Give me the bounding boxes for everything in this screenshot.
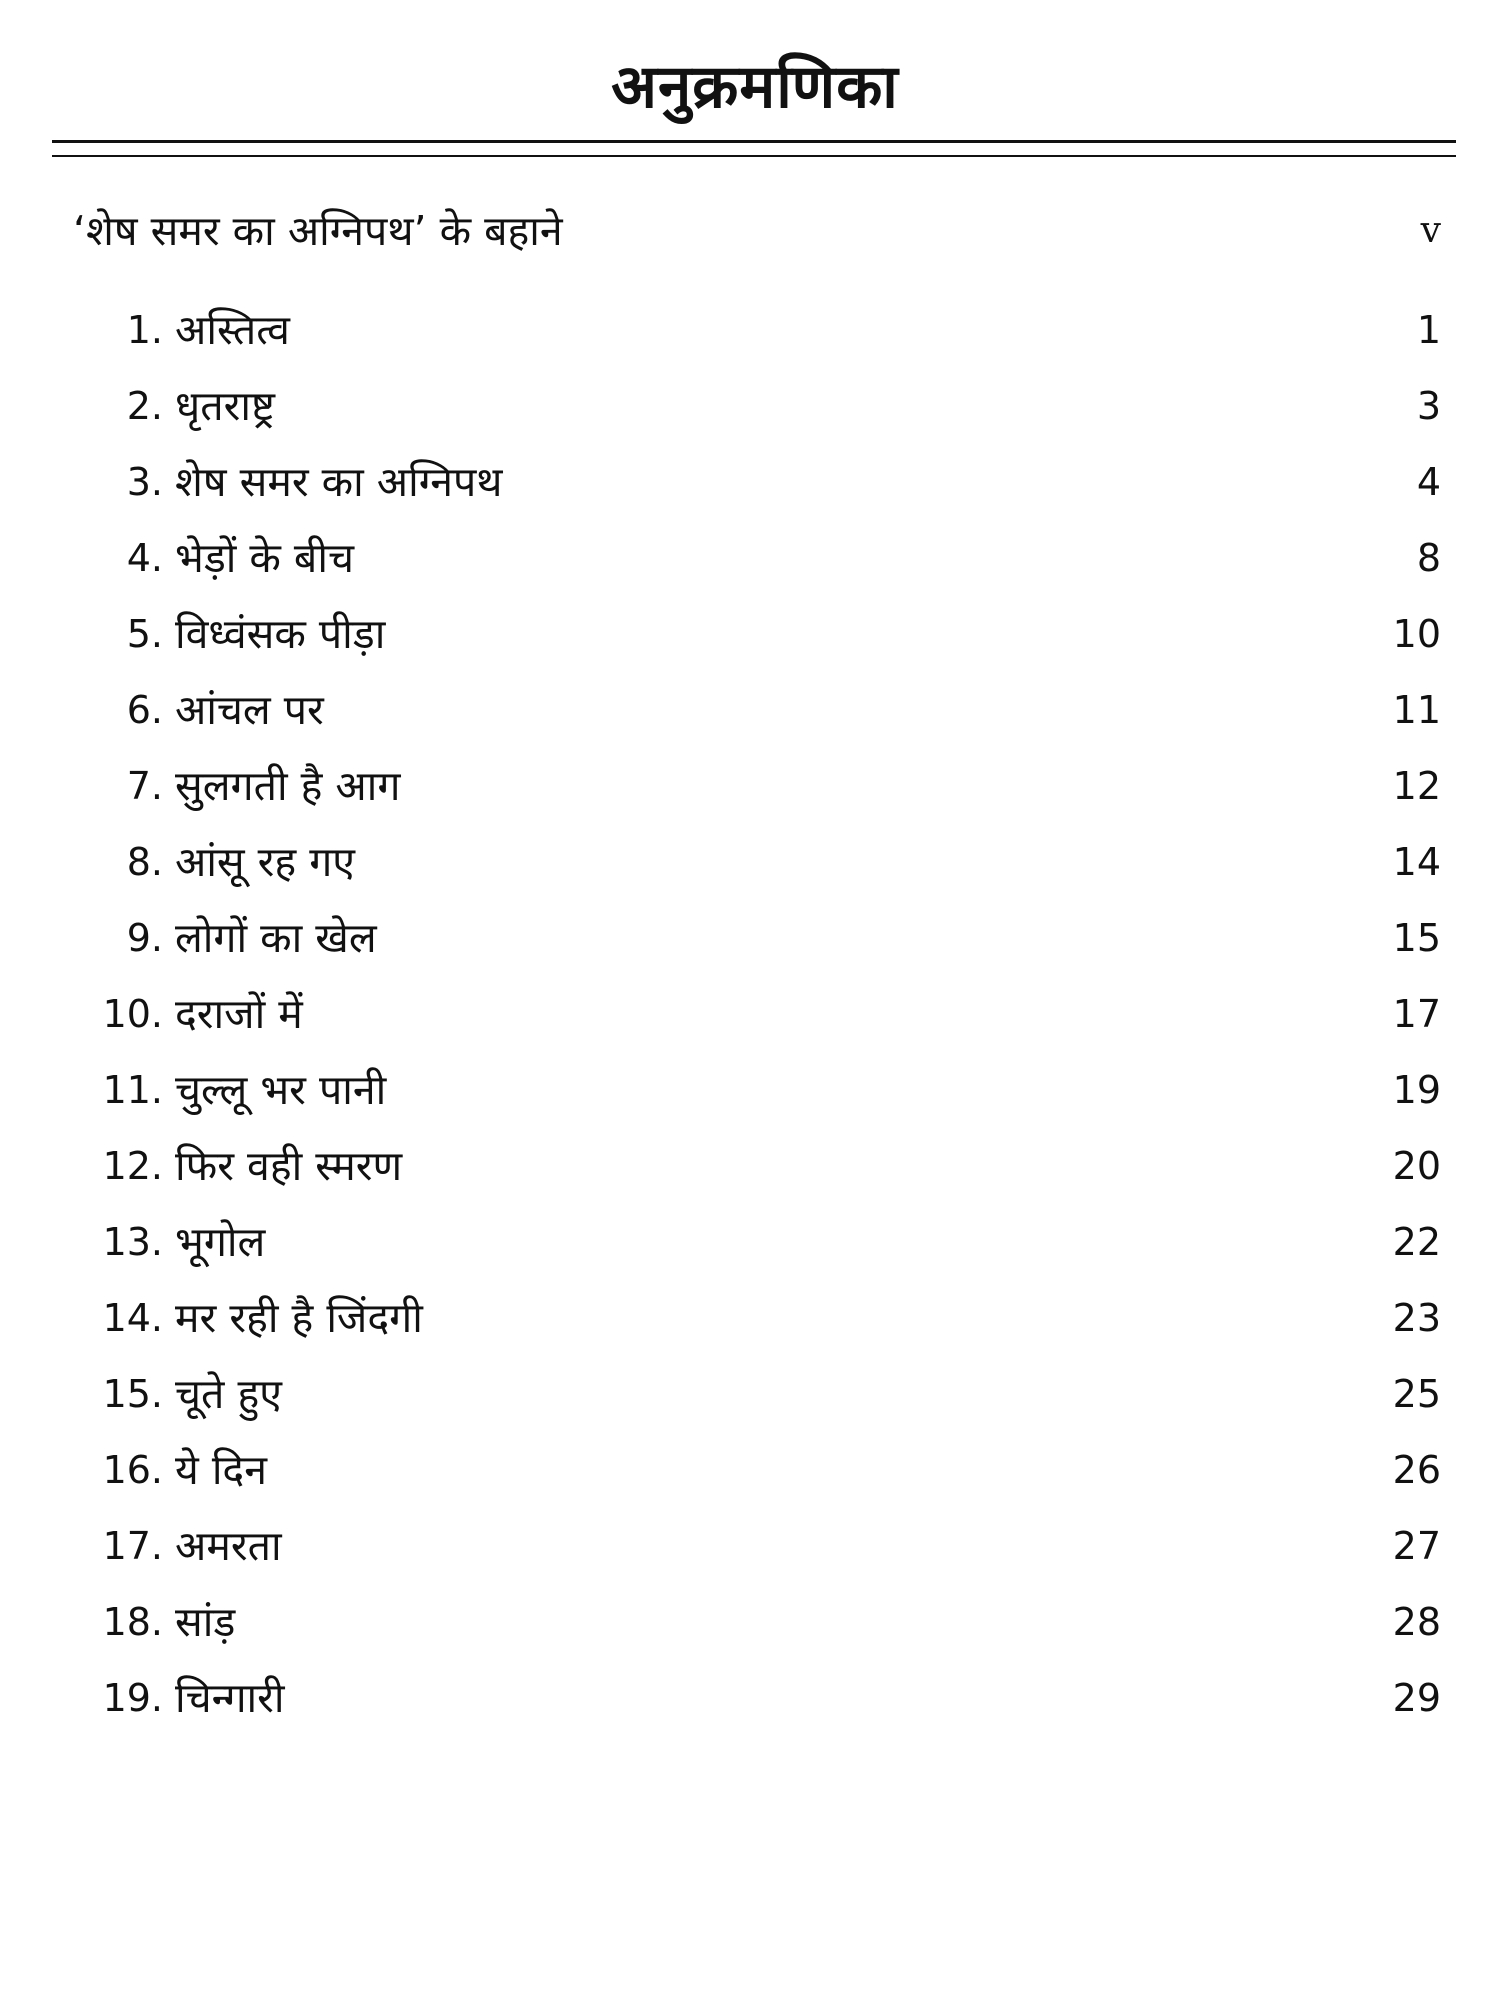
toc-entry bbox=[0, 368, 1500, 444]
toc-entry bbox=[0, 1508, 1500, 1584]
toc-entry bbox=[0, 292, 1500, 368]
toc-entry bbox=[0, 1052, 1500, 1128]
entry-number: 14. bbox=[102, 1296, 163, 1340]
entry-number: 8. bbox=[126, 840, 163, 884]
entry-number: 5. bbox=[126, 612, 163, 656]
entry-title: धृतराष्ट्र bbox=[175, 382, 275, 430]
entry-number: 10. bbox=[102, 992, 163, 1036]
entry-title: भेड़ों के बीच bbox=[175, 534, 354, 582]
entry-title: सांड़ bbox=[175, 1598, 236, 1646]
entry-title: दराजों में bbox=[175, 990, 303, 1038]
entry-page-number: 25 bbox=[1392, 1372, 1441, 1416]
entry-title: शेष समर का अग्निपथ bbox=[175, 458, 503, 506]
entry-number: 9. bbox=[126, 916, 163, 960]
entry-page-number: 4 bbox=[1416, 460, 1441, 504]
entry-page-number: 29 bbox=[1392, 1676, 1441, 1720]
toc-entry bbox=[0, 824, 1500, 900]
entry-title: चुल्लू भर पानी bbox=[175, 1066, 387, 1114]
entry-page-number: 15 bbox=[1392, 916, 1441, 960]
toc-entry bbox=[0, 1356, 1500, 1432]
entry-number: 12. bbox=[102, 1144, 163, 1188]
entry-title: विध्वंसक पीड़ा bbox=[175, 610, 386, 658]
title-rule-lower bbox=[52, 155, 1456, 157]
toc-entry bbox=[0, 444, 1500, 520]
toc-entry bbox=[0, 900, 1500, 976]
entry-page-number: 10 bbox=[1392, 612, 1441, 656]
entry-page-number: 27 bbox=[1392, 1524, 1441, 1568]
entry-page-number: 26 bbox=[1392, 1448, 1441, 1492]
entry-title: आंसू रह गए bbox=[175, 838, 355, 886]
entry-page-number: 12 bbox=[1392, 764, 1441, 808]
entry-page-number: 19 bbox=[1392, 1068, 1441, 1112]
entry-title: सुलगती है आग bbox=[175, 762, 401, 810]
entry-title: चिन्गारी bbox=[175, 1674, 285, 1722]
entry-title: अमरता bbox=[175, 1522, 282, 1570]
entry-number: 16. bbox=[102, 1448, 163, 1492]
entry-number: 13. bbox=[102, 1220, 163, 1264]
entry-title: आंचल पर bbox=[175, 686, 324, 734]
entry-number: 4. bbox=[126, 536, 163, 580]
entry-page-number: 20 bbox=[1392, 1144, 1441, 1188]
entry-number: 6. bbox=[126, 688, 163, 732]
title-rule-upper bbox=[52, 140, 1456, 143]
entry-number: 11. bbox=[102, 1068, 163, 1112]
entry-page-number: 11 bbox=[1392, 688, 1441, 732]
toc-entry bbox=[0, 520, 1500, 596]
toc-entry bbox=[0, 748, 1500, 824]
entry-number: 1. bbox=[126, 308, 163, 352]
entry-title: भूगोल bbox=[175, 1218, 266, 1266]
table-of-contents bbox=[0, 292, 1500, 1736]
entry-number: 19. bbox=[102, 1676, 163, 1720]
entry-page-number: 28 bbox=[1392, 1600, 1441, 1644]
entry-number: 2. bbox=[126, 384, 163, 428]
entry-number: 15. bbox=[102, 1372, 163, 1416]
entry-title: चूते हुए bbox=[175, 1370, 282, 1418]
toc-entry bbox=[0, 1660, 1500, 1736]
entry-page-number: 8 bbox=[1416, 536, 1441, 580]
entry-title: मर रही है जिंदगी bbox=[175, 1294, 423, 1342]
entry-page-number: 17 bbox=[1392, 992, 1441, 1036]
entry-page-number: 3 bbox=[1416, 384, 1441, 428]
entry-title: लोगों का खेल bbox=[175, 914, 377, 962]
toc-entry bbox=[0, 1128, 1500, 1204]
entry-page-number: 14 bbox=[1392, 840, 1441, 884]
entry-page-number: 23 bbox=[1392, 1296, 1441, 1340]
toc-entry bbox=[0, 1204, 1500, 1280]
entry-page-number: 1 bbox=[1416, 308, 1441, 352]
toc-entry bbox=[0, 976, 1500, 1052]
toc-entry bbox=[0, 1584, 1500, 1660]
preface-entry bbox=[73, 196, 1500, 266]
page-title: अनुक्रमणिका bbox=[611, 52, 899, 122]
entry-title: अस्तित्व bbox=[175, 306, 290, 354]
toc-entry bbox=[0, 672, 1500, 748]
entry-number: 3. bbox=[126, 460, 163, 504]
entry-title: फिर वही स्मरण bbox=[175, 1142, 403, 1190]
entry-number: 18. bbox=[102, 1600, 163, 1644]
toc-entry bbox=[0, 596, 1500, 672]
toc-entry bbox=[0, 1280, 1500, 1356]
entry-number: 7. bbox=[126, 764, 163, 808]
toc-entry bbox=[0, 1432, 1500, 1508]
preface-page-number: v bbox=[1420, 210, 1441, 251]
entry-number: 17. bbox=[102, 1524, 163, 1568]
preface-title: ‘शेष समर का अग्निपथ’ के बहाने bbox=[73, 207, 563, 255]
entry-page-number: 22 bbox=[1392, 1220, 1441, 1264]
entry-title: ये दिन bbox=[175, 1446, 267, 1494]
